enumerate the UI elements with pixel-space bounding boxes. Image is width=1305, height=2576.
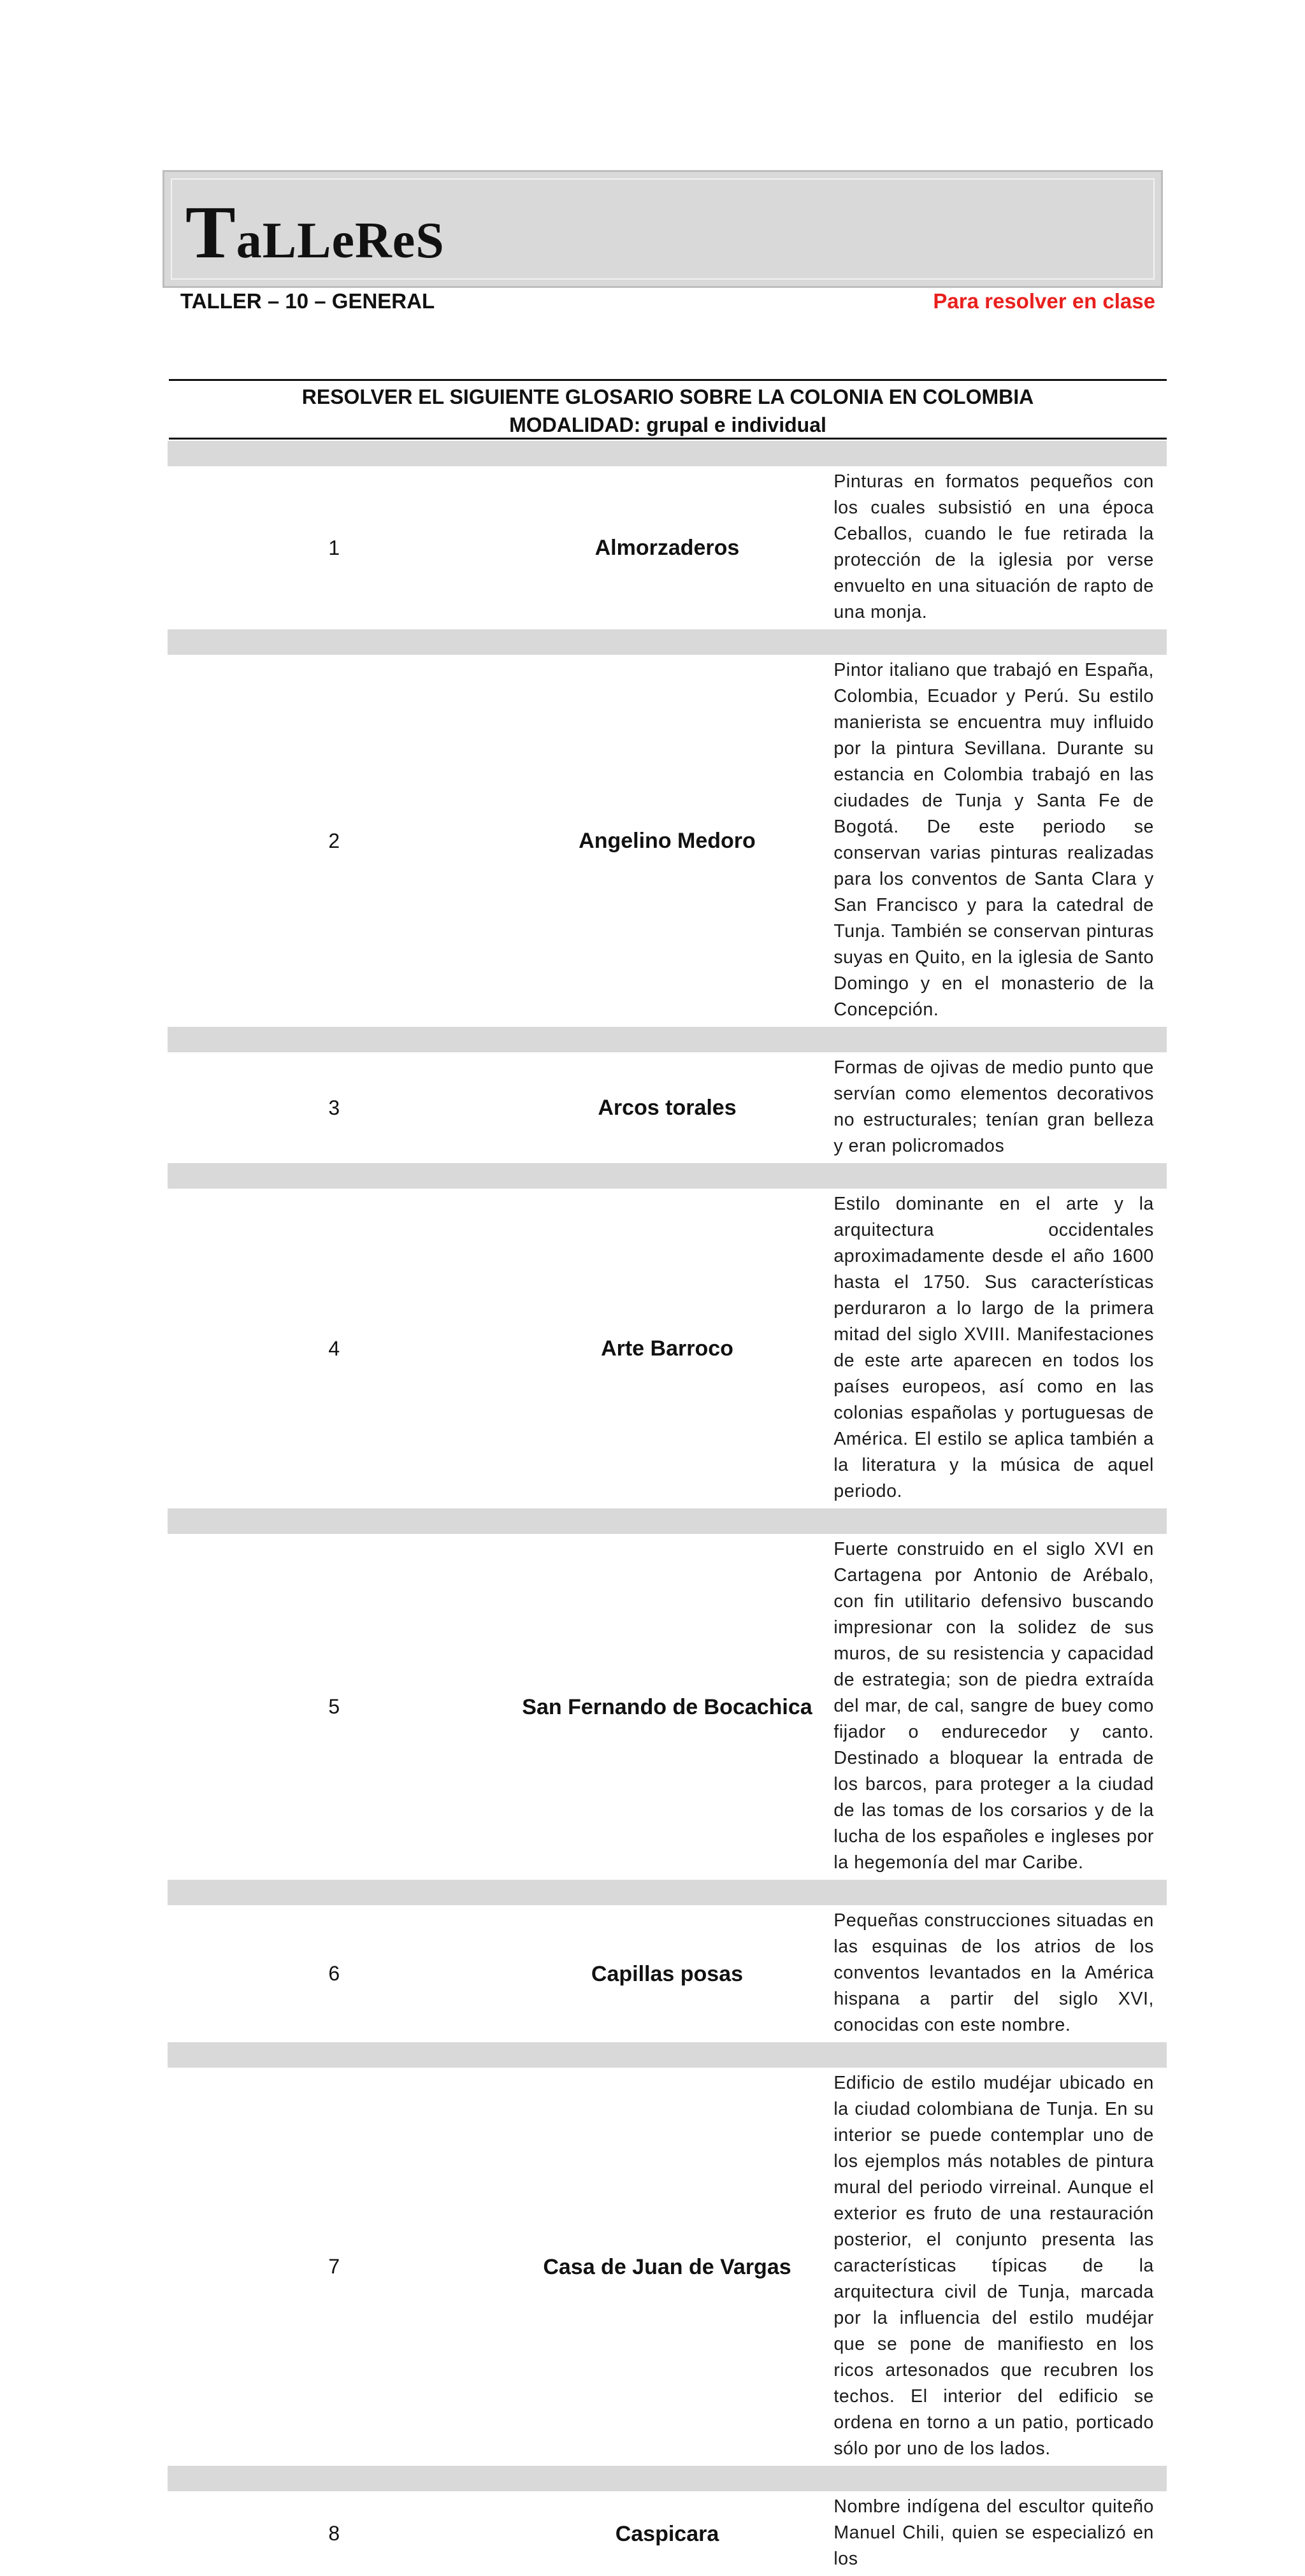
glossary-table [168,441,1167,2576]
entry-number: 3 [328,1096,340,1119]
entry-number: 2 [328,829,340,852]
row-separator [168,441,1167,466]
row-separator [168,1880,1167,1905]
glossary-row [168,2491,1167,2576]
title-initial: T [185,190,236,274]
entry-term: Capillas posas [591,1961,744,1986]
entry-number: 7 [328,2255,340,2278]
entry-number: 6 [328,1962,340,1985]
row-separator [168,1508,1167,1534]
row-separator [168,2042,1167,2068]
entry-term: Casa de Juan de Vargas [543,2254,791,2279]
section-heading-line1: RESOLVER EL SIGUIENTE GLOSARIO SOBRE LA COLONIA EN COLOMBIA [301,385,1034,408]
entry-definition: Edificio de estilo mudéjar ubicado en la ciudad colombiana de Tunja. En su interior se puede contemplar uno de los ejemplos más notables de pintura mural del periodo virreinal. Aunque el exterior es fruto de una restauración posterior, el conjunto presenta las características típicas de la arquitectura civil de Tunja, marcada por la influencia del estilo mudéjar que se pone de manifiesto en los ricos artesonados que recubren los techos. El interior del edificio se ordena en torno a un patio, porticado sólo por uno de los lados. [833,2073,1154,2459]
page-title [185,183,445,281]
entry-definition: Pintor italiano que trabajó en España, Colombia, Ecuador y Perú. Su estilo manierista se encuentra muy influido por la pintura Sevillana. Durante su estancia en Colombia trabajó en las ciudades de Tunja y Santa Fe de Bogotá. De este periodo se conservan varias pinturas realizadas para los conventos de Santa Clara y San Francisco y para la catedral de Tunja. También se conservan pinturas suyas en Quito, en la iglesia de Santo Domingo y en el monasterio de la Concepción. [833,660,1154,1020]
title-rest: aLLeReS [236,213,445,269]
glossary-row [168,1189,1167,1508]
entry-term: Caspicara [615,2521,719,2546]
glossary-row [168,1905,1167,2042]
entry-definition: Pequeñas construcciones situadas en las esquinas de los atrios de los conventos levantados en la América hispana a partir del siglo XVI, conocidas con este nombre. [833,1910,1154,2035]
title-banner [162,170,1163,288]
entry-definition: Estilo dominante en el arte y la arquitectura occidentales aproximadamente desde el año 1600 hasta el 1750. Sus características perduraron a lo largo de la primera mitad del siglo XVIII. Manifestaciones de este arte aparecen en todos los países europeos, así como en las colonias españolas y portuguesas de América. El estilo se aplica también a la literatura y la música de aquel periodo. [833,1194,1154,1501]
entry-term: Arte Barroco [601,1336,733,1361]
entry-term: San Fernando de Bocachica [522,1694,812,1719]
row-separator [168,1163,1167,1189]
glossary-row [168,1052,1167,1163]
entry-number: 4 [328,1336,340,1360]
entry-definition: Formas de ojivas de medio punto que servían como elementos decorativos no estructurales; tenían gran belleza y eran policromados [833,1057,1154,1156]
entry-term: Angelino Medoro [579,829,756,853]
subheader [180,287,1155,315]
row-separator [168,1027,1167,1052]
entry-term: Arcos torales [598,1096,737,1120]
entry-definition: Pinturas en formatos pequeños con los cuales subsistió en una época Ceballos, cuando le fue retirada la protección de la iglesia por verse envuelto en una situación de rapto de una monja. [833,471,1154,622]
glossary-row [168,1534,1167,1880]
entry-definition: Nombre indígena del escultor quiteño Manuel Chili, quien se especializó en los [833,2496,1154,2569]
row-separator [168,2466,1167,2491]
entry-number: 8 [328,2522,340,2545]
glossary-row [168,466,1167,629]
entry-number: 5 [328,1695,340,1718]
entry-definition: Fuerte construido en el siglo XVI en Cartagena por Antonio de Arébalo, con fin utilitario defensivo buscando impresionar con la solidez de sus muros, de su resistencia y capacidad de estrategia; son de piedra extraída del mar, de cal, sangre de buey como fijador o endurecedor y canto. Destinado a bloquear la entrada de los barcos, para proteger a la ciudad de las tomas de los corsarios y de la lucha de los españoles e ingleses por la hegemonía del mar Caribe. [833,1539,1154,1873]
glossary-row [168,2068,1167,2466]
taller-label: TALLER – 10 – GENERAL [180,289,435,313]
section-heading [169,379,1167,440]
entry-term: Almorzaderos [595,536,740,560]
row-separator [168,629,1167,655]
entry-number: 1 [328,536,340,559]
section-heading-line2: MODALIDAD: grupal e individual [509,413,826,436]
class-note: Para resolver en clase [933,289,1155,313]
glossary-row [168,655,1167,1027]
